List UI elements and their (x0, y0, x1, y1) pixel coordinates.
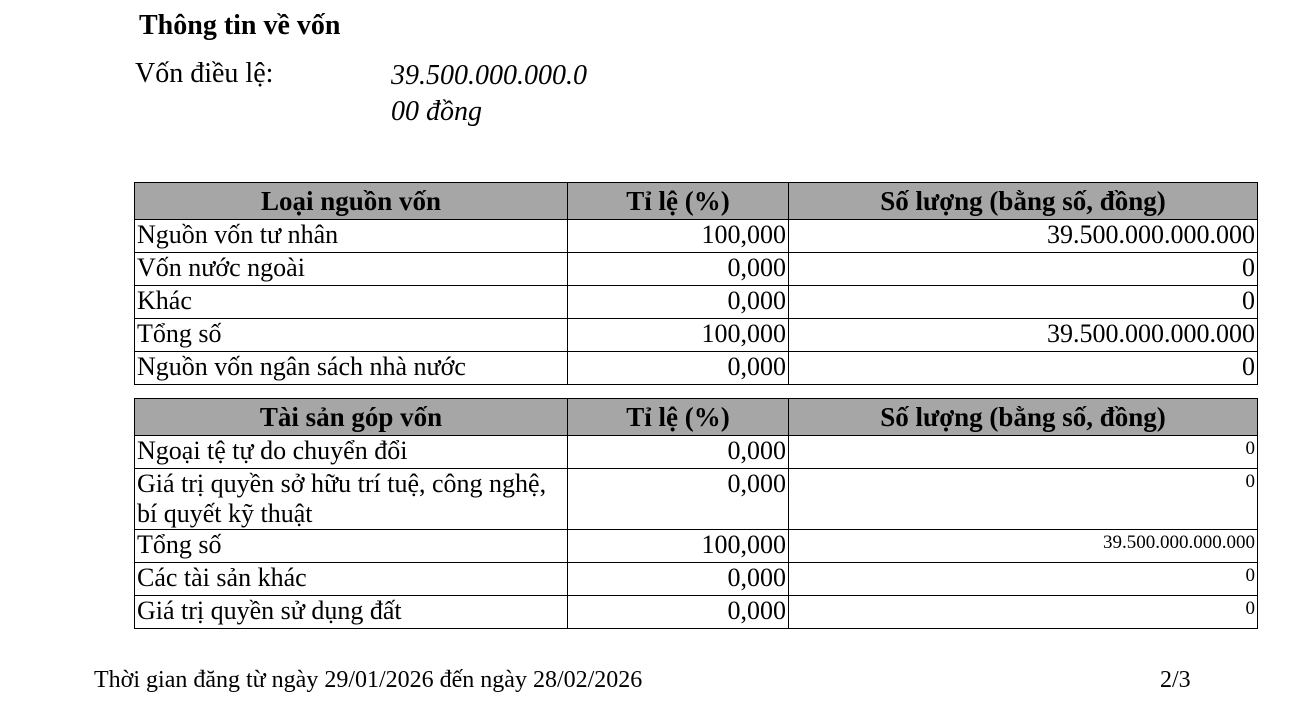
cell-ratio: 0,000 (568, 563, 789, 596)
charter-capital-value (391, 58, 587, 130)
section-title: Thông tin về vốn (139, 10, 341, 41)
cell-amount: 0 (789, 352, 1258, 385)
capital-assets-table (134, 398, 1258, 629)
column-header-amount: Số lượng (bằng số, đồng) (789, 399, 1258, 436)
table-row (135, 286, 1258, 319)
table-row (135, 469, 1258, 530)
table-header-row (135, 399, 1258, 436)
table-row-total (135, 530, 1258, 563)
cell-amount: 0 (789, 253, 1258, 286)
cell-asset-type: Tổng số (135, 530, 568, 563)
cell-asset-type: Ngoại tệ tự do chuyển đổi (135, 436, 568, 469)
cell-source-type: Tổng số (135, 319, 568, 352)
cell-ratio: 0,000 (568, 436, 789, 469)
cell-ratio: 0,000 (568, 596, 789, 629)
capital-sources-table (134, 182, 1258, 385)
cell-source-type: Nguồn vốn tư nhân (135, 220, 568, 253)
cell-ratio: 100,000 (568, 530, 789, 563)
cell-amount: 0 (789, 286, 1258, 319)
cell-asset-type: Giá trị quyền sở hữu trí tuệ, công nghệ, bí quyết kỹ thuật (135, 469, 568, 530)
page-number: 2/3 (1160, 667, 1191, 693)
cell-amount: 39.500.000.000.000 (789, 319, 1258, 352)
table-row (135, 436, 1258, 469)
cell-amount: 0 (789, 436, 1258, 469)
cell-asset-type: Các tài sản khác (135, 563, 568, 596)
table-row (135, 596, 1258, 629)
cell-amount: 39.500.000.000.000 (789, 220, 1258, 253)
table-row (135, 563, 1258, 596)
cell-ratio: 0,000 (568, 286, 789, 319)
cell-ratio: 100,000 (568, 220, 789, 253)
cell-ratio: 100,000 (568, 319, 789, 352)
column-header-asset-type: Tài sản góp vốn (135, 399, 568, 436)
cell-ratio: 0,000 (568, 469, 789, 530)
column-header-ratio: Tỉ lệ (%) (568, 183, 789, 220)
table-row (135, 352, 1258, 385)
table-row (135, 220, 1258, 253)
cell-source-type: Khác (135, 286, 568, 319)
table-row-total (135, 319, 1258, 352)
cell-amount: 39.500.000.000.000 (789, 530, 1258, 563)
cell-ratio: 0,000 (568, 352, 789, 385)
column-header-source-type: Loại nguồn vốn (135, 183, 568, 220)
cell-amount: 0 (789, 469, 1258, 530)
charter-capital-label: Vốn điều lệ: (135, 58, 274, 89)
table-row (135, 253, 1258, 286)
charter-capital-value-line1: 39.500.000.000.0 (391, 60, 587, 91)
cell-ratio: 0,000 (568, 253, 789, 286)
charter-capital-value-line2: 00 đồng (391, 96, 482, 127)
table-header-row (135, 183, 1258, 220)
column-header-ratio: Tỉ lệ (%) (568, 399, 789, 436)
column-header-amount: Số lượng (bằng số, đồng) (789, 183, 1258, 220)
cell-amount: 0 (789, 596, 1258, 629)
registration-period: Thời gian đăng từ ngày 29/01/2026 đến ngày 28/02/2026 (94, 667, 643, 693)
cell-amount: 0 (789, 563, 1258, 596)
cell-source-type: Nguồn vốn ngân sách nhà nước (135, 352, 568, 385)
cell-asset-type: Giá trị quyền sử dụng đất (135, 596, 568, 629)
cell-source-type: Vốn nước ngoài (135, 253, 568, 286)
